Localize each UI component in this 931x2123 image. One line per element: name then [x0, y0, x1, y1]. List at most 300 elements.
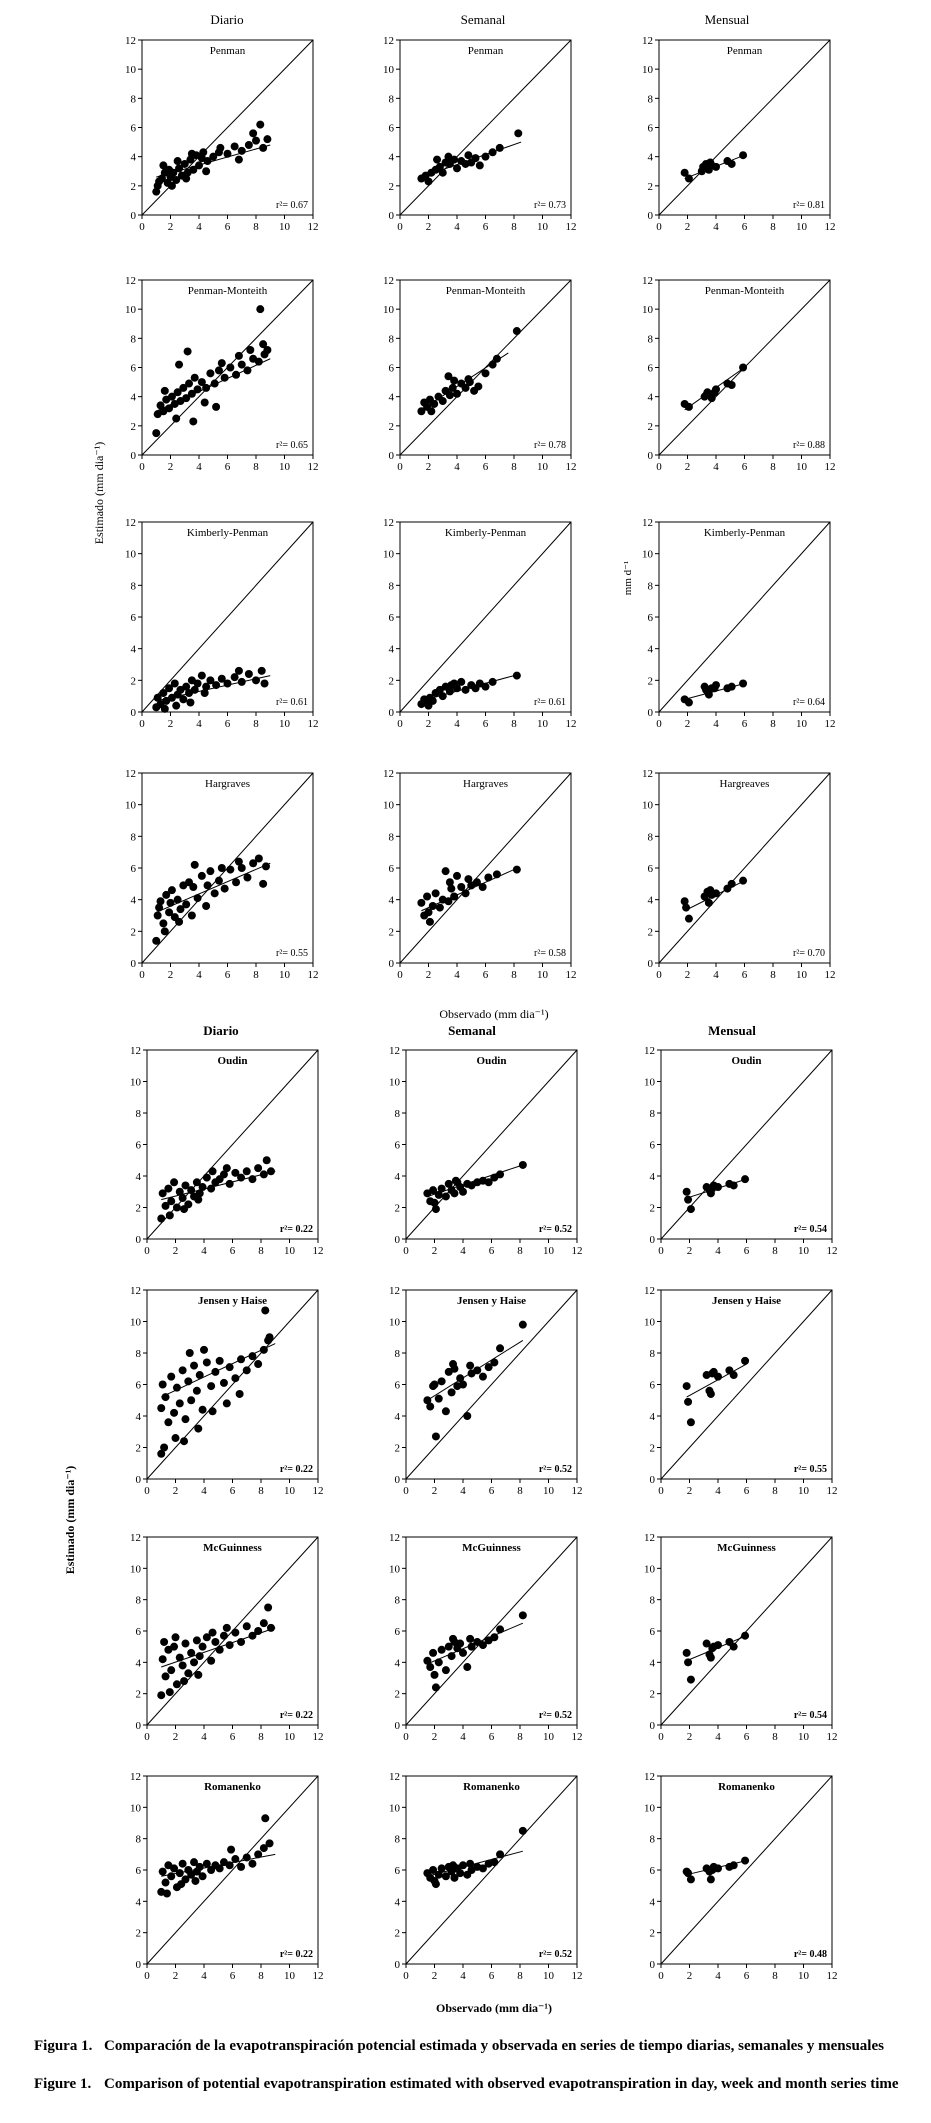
data-point — [179, 695, 187, 703]
x-tick-label: 8 — [772, 1970, 778, 1982]
data-point — [170, 1643, 178, 1651]
x-tick-label: 0 — [397, 969, 403, 981]
y-tick-label: 2 — [388, 420, 394, 433]
y-tick-label: 0 — [647, 958, 653, 970]
x-tick-label: 2 — [172, 1731, 179, 1743]
panel-title: Penman — [726, 45, 763, 57]
x-tick-label: 0 — [658, 1970, 664, 1982]
data-point — [457, 678, 465, 686]
x-tick-label: 8 — [772, 1731, 778, 1743]
x-tick-label: 10 — [796, 718, 807, 730]
y-tick-label: 8 — [135, 1833, 141, 1846]
one-to-one-line — [406, 1537, 577, 1725]
y-tick-label: 10 — [644, 1076, 655, 1089]
scatter-panel-21 — [644, 1532, 838, 1743]
x-tick-label: 8 — [511, 969, 517, 981]
data-point — [235, 352, 243, 360]
x-tick-label: 4 — [196, 969, 202, 981]
data-point — [248, 1860, 256, 1868]
y-tick-label: 8 — [135, 1594, 141, 1607]
x-tick-label: 8 — [517, 1731, 523, 1743]
data-point — [249, 129, 257, 137]
y-tick-label: 0 — [649, 1720, 655, 1732]
data-point — [204, 881, 212, 889]
y-tick-label: 4 — [130, 151, 136, 164]
y-tick-label: 0 — [135, 1959, 141, 1971]
data-point — [166, 1211, 174, 1219]
x-tick-label: 6 — [488, 1731, 495, 1743]
x-tick-label: 12 — [571, 1245, 583, 1257]
y-tick-label: 0 — [647, 210, 653, 222]
y-tick-label: 2 — [649, 1688, 655, 1701]
x-tick-label: 2 — [431, 1970, 438, 1982]
data-point — [200, 1346, 208, 1354]
regression-line — [427, 1851, 522, 1876]
y-tick-label: 10 — [642, 799, 653, 812]
data-point — [687, 1676, 695, 1684]
y-tick-label: 8 — [647, 580, 653, 593]
scatter-panel-11 — [383, 768, 577, 981]
caption-spanish-label: Figura 1. — [34, 2038, 93, 2054]
x-tick-label: 8 — [770, 969, 776, 981]
data-point — [223, 1399, 231, 1407]
data-point — [438, 1377, 446, 1385]
data-point — [450, 377, 458, 385]
data-point — [449, 1360, 457, 1368]
data-point — [191, 374, 199, 382]
data-point — [683, 1649, 691, 1657]
y-tick-label: 8 — [130, 831, 136, 844]
data-point — [425, 702, 433, 710]
r-squared-label: r²= 0.22 — [279, 1949, 313, 1960]
y-tick-label: 8 — [647, 831, 653, 844]
r-squared-label: r²= 0.54 — [793, 1224, 827, 1235]
y-tick-label: 6 — [388, 362, 394, 375]
x-tick-label: 10 — [284, 1245, 295, 1257]
data-point — [741, 1357, 749, 1365]
data-point — [203, 1358, 211, 1366]
y-tick-label: 8 — [388, 93, 394, 106]
data-point — [194, 1671, 202, 1679]
data-point — [496, 1344, 504, 1352]
data-point — [207, 1382, 215, 1390]
y-tick-label: 6 — [388, 863, 394, 875]
x-tick-label: 0 — [139, 969, 145, 981]
y-tick-label: 2 — [394, 1442, 400, 1455]
y-tick-label: 8 — [394, 1594, 400, 1607]
data-point — [161, 927, 169, 935]
y-tick-label: 0 — [130, 707, 136, 719]
data-point — [474, 382, 482, 390]
data-point — [174, 157, 182, 165]
data-point — [263, 1156, 271, 1164]
data-point — [683, 1188, 691, 1196]
r-squared-label: r²= 0.52 — [538, 1949, 572, 1960]
data-point — [231, 1629, 239, 1637]
scatter-panel-23 — [389, 1771, 583, 1982]
y-tick-label: 0 — [130, 450, 136, 462]
data-point — [168, 182, 176, 190]
caption-english-label: Figure 1. — [34, 2076, 92, 2092]
data-point — [157, 1215, 165, 1223]
x-tick-label: 6 — [224, 718, 231, 730]
y-tick-label: 12 — [130, 1045, 141, 1057]
data-point — [464, 875, 472, 883]
y-tick-label: 6 — [394, 1379, 400, 1392]
y-tick-label: 0 — [394, 1234, 400, 1246]
x-tick-label: 4 — [460, 1245, 466, 1257]
scatter-panel-2 — [383, 35, 577, 233]
y-tick-label: 2 — [649, 1927, 655, 1940]
x-tick-label: 8 — [258, 1485, 264, 1497]
x-tick-label: 6 — [482, 718, 489, 730]
y-tick-label: 2 — [394, 1688, 400, 1701]
data-point — [237, 1863, 245, 1871]
y-tick-label: 0 — [130, 958, 136, 970]
x-tick-label: 8 — [770, 221, 776, 233]
r-squared-label: r²= 0.70 — [793, 948, 825, 959]
data-point — [170, 1409, 178, 1417]
panel-title: Oudin — [217, 1055, 248, 1067]
regression-line — [161, 1628, 275, 1667]
y-tick-label: 0 — [649, 1959, 655, 1971]
y-tick-label: 10 — [389, 1563, 400, 1576]
x-tick-label: 6 — [224, 221, 231, 233]
y-tick-label: 2 — [394, 1927, 400, 1940]
x-tick-label: 6 — [488, 1970, 495, 1982]
data-point — [193, 1636, 201, 1644]
column-header-mensual-top: Mensual — [704, 12, 750, 27]
y-tick-label: 12 — [389, 1532, 400, 1544]
x-tick-label: 6 — [743, 1731, 750, 1743]
x-tick-label: 8 — [770, 718, 776, 730]
data-point — [184, 1669, 192, 1677]
x-tick-label: 6 — [488, 1485, 495, 1497]
x-tick-label: 0 — [658, 1245, 664, 1257]
data-point — [426, 918, 434, 926]
x-tick-label: 8 — [253, 718, 259, 730]
data-point — [220, 1379, 228, 1387]
regression-line — [161, 1344, 275, 1398]
data-point — [484, 874, 492, 882]
data-point — [266, 1333, 274, 1341]
x-tick-label: 6 — [741, 221, 748, 233]
y-tick-label: 0 — [388, 450, 394, 462]
data-point — [261, 1306, 269, 1314]
data-point — [231, 142, 239, 150]
x-tick-label: 6 — [229, 1485, 236, 1497]
y-tick-label: 6 — [135, 1139, 141, 1152]
data-point — [707, 1875, 715, 1883]
y-tick-label: 12 — [389, 1045, 400, 1057]
x-tick-label: 4 — [713, 461, 719, 473]
data-point — [159, 1868, 167, 1876]
x-tick-label: 12 — [565, 718, 577, 730]
y-tick-label: 4 — [394, 1171, 400, 1183]
x-tick-label: 4 — [715, 1970, 721, 1982]
y-tick-label: 4 — [130, 894, 136, 907]
x-tick-label: 2 — [172, 1485, 179, 1497]
data-point — [513, 866, 521, 874]
x-tick-label: 0 — [656, 969, 662, 981]
scatter-panel-9 — [642, 517, 836, 730]
y-tick-label: 8 — [388, 580, 394, 593]
panel-title: Kimberly-Penman — [703, 527, 786, 539]
y-tick-label: 6 — [135, 1865, 141, 1877]
x-tick-label: 10 — [796, 461, 807, 473]
one-to-one-line — [142, 40, 313, 215]
y-tick-label: 12 — [125, 275, 136, 287]
y-tick-label: 6 — [394, 1139, 400, 1152]
y-tick-label: 4 — [647, 643, 653, 656]
x-tick-label: 0 — [139, 718, 145, 730]
data-point — [206, 867, 214, 875]
y-tick-label: 2 — [130, 180, 136, 193]
data-point — [425, 908, 433, 916]
data-point — [181, 1415, 189, 1423]
data-point — [167, 1666, 175, 1674]
caption-english-text: Comparison of potential evapotranspiration estimated with observed evapotranspiration in day, week and month series time — [104, 2076, 899, 2092]
y-tick-label: 4 — [649, 1411, 655, 1423]
data-point — [245, 670, 253, 678]
y-tick-label: 12 — [644, 1771, 655, 1783]
x-tick-label: 12 — [824, 461, 836, 473]
x-tick-label: 10 — [279, 718, 290, 730]
y-tick-label: 8 — [388, 333, 394, 346]
data-point — [706, 886, 714, 894]
data-point — [263, 135, 271, 143]
data-point — [167, 899, 175, 907]
y-tick-label: 6 — [135, 1379, 141, 1392]
y-tick-label: 0 — [135, 1720, 141, 1732]
data-point — [162, 1672, 170, 1680]
x-tick-label: 4 — [713, 221, 719, 233]
r-squared-label: r²= 0.22 — [279, 1224, 313, 1235]
data-point — [442, 1192, 450, 1200]
data-point — [243, 1366, 251, 1374]
data-point — [221, 885, 229, 893]
y-tick-label: 4 — [649, 1657, 655, 1670]
data-point — [685, 915, 693, 923]
data-point — [186, 699, 194, 707]
data-point — [206, 369, 214, 377]
data-point — [439, 397, 447, 405]
scatter-panel-5 — [383, 275, 577, 473]
data-point — [482, 369, 490, 377]
y-tick-label: 2 — [135, 1442, 141, 1455]
y-tick-label: 10 — [383, 548, 394, 561]
y-tick-label: 4 — [394, 1657, 400, 1670]
y-tick-label: 4 — [388, 643, 394, 656]
x-tick-label: 8 — [253, 969, 259, 981]
data-point — [438, 1646, 446, 1654]
x-tick-label: 0 — [403, 1731, 409, 1743]
regression-line — [161, 1854, 275, 1876]
data-point — [182, 900, 190, 908]
data-point — [708, 1369, 716, 1377]
y-tick-label: 12 — [130, 1285, 141, 1297]
data-point — [190, 1362, 198, 1370]
data-point — [235, 156, 243, 164]
data-point — [215, 366, 223, 374]
data-point — [199, 1643, 207, 1651]
x-tick-label: 10 — [543, 1245, 554, 1257]
x-tick-label: 8 — [258, 1970, 264, 1982]
x-tick-label: 10 — [543, 1970, 554, 1982]
data-point — [181, 1640, 189, 1648]
y-tick-label: 8 — [130, 93, 136, 106]
y-tick-label: 6 — [394, 1865, 400, 1877]
data-point — [189, 417, 197, 425]
x-tick-label: 2 — [167, 221, 174, 233]
x-tick-label: 2 — [431, 1245, 438, 1257]
data-point — [243, 1622, 251, 1630]
data-point — [172, 1434, 180, 1442]
data-point — [448, 1388, 456, 1396]
data-point — [209, 1407, 217, 1415]
data-point — [235, 858, 243, 866]
y-tick-label: 4 — [394, 1411, 400, 1423]
x-tick-label: 8 — [517, 1485, 523, 1497]
data-point — [172, 415, 180, 423]
x-tick-label: 4 — [454, 461, 460, 473]
y-tick-label: 4 — [647, 391, 653, 404]
data-point — [425, 177, 433, 185]
data-point — [175, 918, 183, 926]
r-squared-label: r²= 0.22 — [279, 1710, 313, 1721]
data-point — [154, 912, 162, 920]
x-tick-label: 8 — [772, 1245, 778, 1257]
y-tick-label: 4 — [388, 894, 394, 907]
y-tick-label: 0 — [647, 707, 653, 719]
y-tick-label: 10 — [642, 304, 653, 317]
data-point — [194, 1196, 202, 1204]
x-tick-label: 0 — [656, 461, 662, 473]
y-tick-label: 10 — [125, 548, 136, 561]
x-tick-label: 12 — [307, 221, 319, 233]
panel-title: McGuinness — [717, 1542, 776, 1554]
y-tick-label: 12 — [642, 275, 653, 287]
scatter-panel-6 — [642, 275, 836, 473]
x-tick-label: 8 — [517, 1970, 523, 1982]
x-tick-label: 10 — [284, 1970, 295, 1982]
x-tick-label: 0 — [656, 718, 662, 730]
regression-line — [685, 881, 745, 911]
regression-line — [156, 145, 270, 177]
regression-line — [687, 1636, 747, 1661]
y-tick-label: 12 — [130, 1532, 141, 1544]
x-tick-label: 6 — [488, 1245, 495, 1257]
y-tick-label: 10 — [383, 799, 394, 812]
x-tick-label: 4 — [201, 1731, 207, 1743]
y-tick-label: 12 — [383, 517, 394, 529]
data-point — [182, 175, 190, 183]
r-squared-label: r²= 0.61 — [534, 697, 566, 708]
data-point — [519, 1827, 527, 1835]
data-point — [450, 1189, 458, 1197]
data-point — [179, 1366, 187, 1374]
scatter-panel-20 — [389, 1532, 583, 1743]
y-tick-label: 8 — [649, 1108, 655, 1120]
data-point — [173, 1204, 181, 1212]
data-point — [514, 129, 522, 137]
x-tick-label: 2 — [431, 1731, 438, 1743]
x-tick-label: 12 — [312, 1970, 324, 1982]
y-tick-label: 8 — [647, 333, 653, 346]
data-point — [462, 889, 470, 897]
data-point — [730, 1643, 738, 1651]
data-point — [226, 1180, 234, 1188]
x-tick-label: 10 — [798, 1245, 809, 1257]
data-point — [203, 1174, 211, 1182]
x-tick-label: 0 — [403, 1245, 409, 1257]
y-tick-label: 10 — [130, 1316, 141, 1329]
x-tick-label: 12 — [565, 969, 577, 981]
y-tick-label: 6 — [649, 1139, 655, 1152]
y-tick-label: 4 — [135, 1171, 141, 1183]
data-point — [456, 1640, 464, 1648]
data-point — [453, 872, 461, 880]
x-tick-label: 2 — [684, 221, 691, 233]
y-tick-label: 6 — [647, 122, 653, 135]
data-point — [431, 1671, 439, 1679]
y-tick-label: 8 — [394, 1833, 400, 1846]
x-tick-label: 4 — [454, 221, 460, 233]
data-point — [259, 880, 267, 888]
y-tick-label: 4 — [394, 1896, 400, 1909]
y-tick-label: 12 — [642, 35, 653, 47]
r-squared-label: r²= 0.22 — [279, 1464, 313, 1475]
x-tick-label: 0 — [658, 1731, 664, 1743]
y-tick-label: 2 — [135, 1202, 141, 1215]
column-header-semanal-bottom: Semanal — [448, 1023, 496, 1038]
x-tick-label: 10 — [537, 221, 548, 233]
r-squared-label: r²= 0.81 — [793, 200, 825, 211]
data-point — [238, 361, 246, 369]
data-point — [707, 1390, 715, 1398]
x-tick-label: 4 — [713, 718, 719, 730]
data-point — [436, 904, 444, 912]
data-point — [194, 680, 202, 688]
x-tick-label: 2 — [172, 1970, 179, 1982]
x-tick-label: 8 — [258, 1731, 264, 1743]
y-tick-label: 8 — [130, 580, 136, 593]
r-squared-label: r²= 0.55 — [276, 948, 308, 959]
data-point — [435, 1395, 443, 1403]
data-point — [179, 1661, 187, 1669]
y-tick-label: 2 — [135, 1927, 141, 1940]
data-point — [191, 1877, 199, 1885]
regression-line — [687, 1364, 747, 1397]
x-tick-label: 2 — [686, 1485, 693, 1497]
scatter-panel-16 — [130, 1285, 324, 1497]
data-point — [260, 1619, 268, 1627]
y-tick-label: 0 — [394, 1720, 400, 1732]
data-point — [199, 1872, 207, 1880]
x-tick-label: 0 — [397, 221, 403, 233]
y-tick-label: 8 — [394, 1108, 400, 1120]
y-tick-label: 10 — [383, 304, 394, 317]
y-tick-label: 4 — [647, 894, 653, 907]
data-point — [152, 429, 160, 437]
data-point — [164, 1418, 172, 1426]
y-tick-label: 2 — [649, 1202, 655, 1215]
scatter-panel-17 — [389, 1285, 583, 1497]
one-to-one-line — [661, 1050, 832, 1239]
data-point — [175, 361, 183, 369]
r-squared-label: r²= 0.73 — [534, 200, 566, 211]
data-point — [168, 886, 176, 894]
